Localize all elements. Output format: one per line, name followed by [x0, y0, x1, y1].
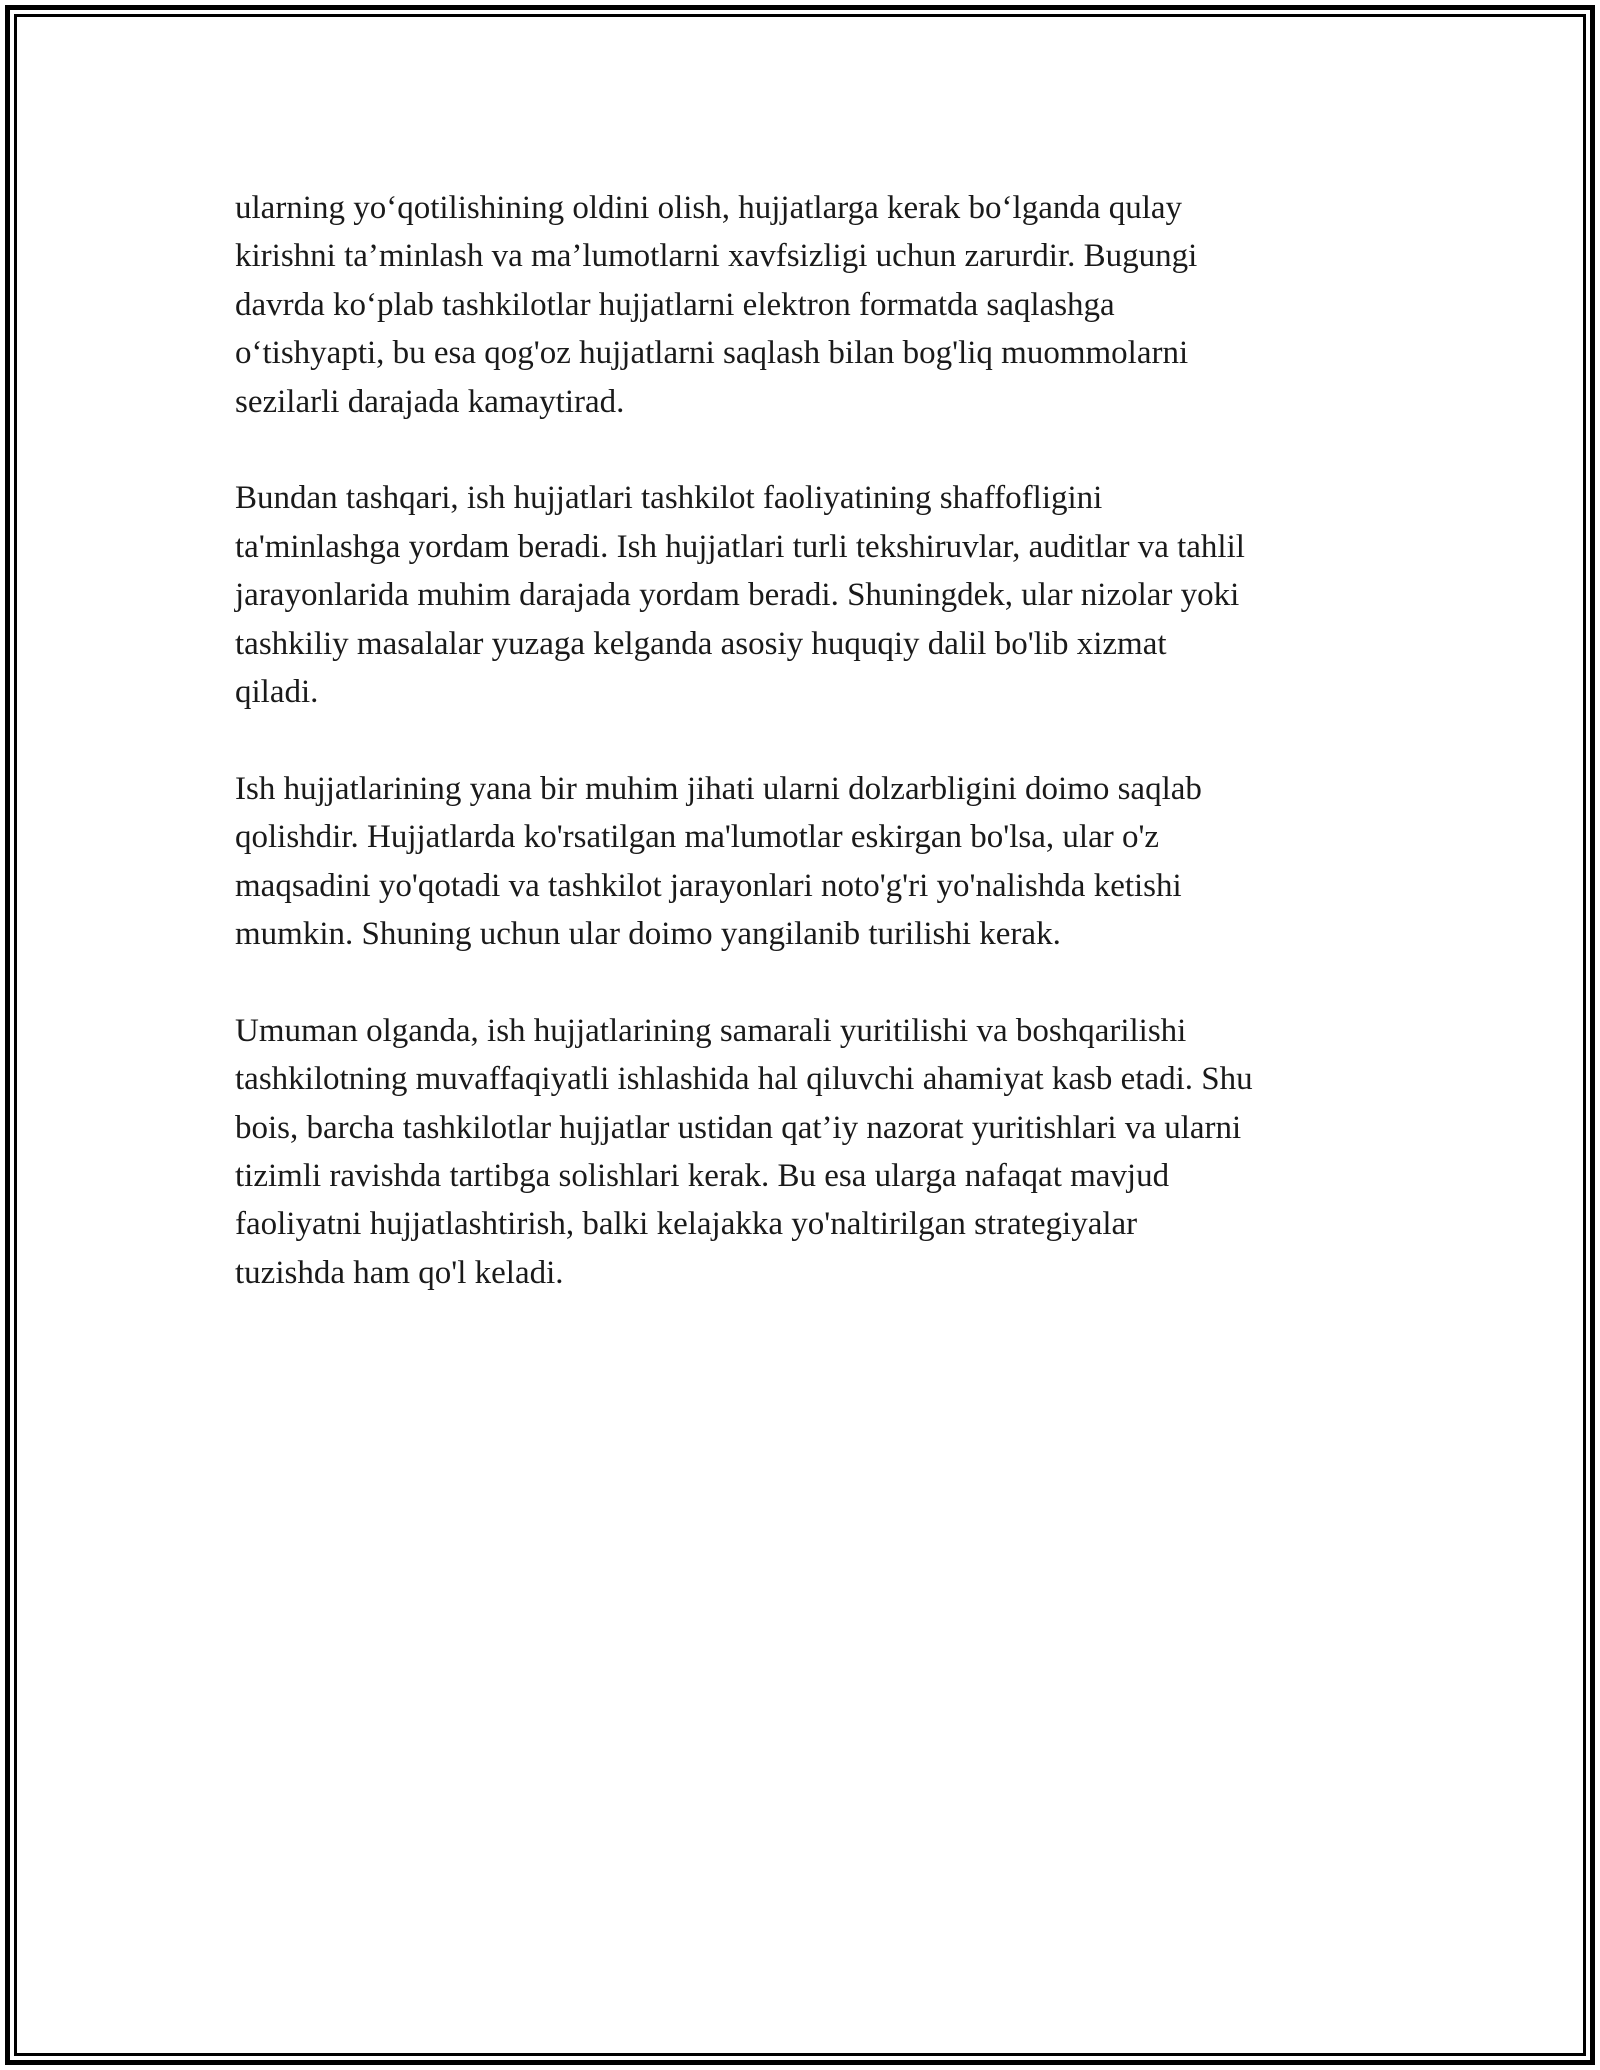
text-line: bois, barcha tashkilotlar hujjatlar ustidan qat’iy nazorat yuritishlari va ularni	[235, 1109, 1242, 1146]
text-line: Ish hujjatlarining yana bir muhim jihati ularni dolzarbligini doimo saqlab	[235, 770, 1202, 807]
paragraph-2	[235, 474, 1375, 716]
text-line: maqsadini yo'qotadi va tashkilot jarayonlari noto'g'ri yo'nalishda ketishi	[235, 867, 1182, 904]
paragraph-1	[235, 184, 1375, 426]
text-line: Umuman olganda, ish hujjatlarining samarali yuritilishi va boshqarilishi	[235, 1012, 1187, 1049]
paragraph-3	[235, 765, 1375, 959]
text-line: tuzishda ham qo'l keladi.	[235, 1254, 564, 1291]
document-body	[235, 184, 1375, 1346]
text-line: qiladi.	[235, 674, 319, 711]
text-line: kirishni ta’minlash va ma’lumotlarni xavfsizligi uchun zarurdir. Bugungi	[235, 238, 1198, 275]
text-line: o‘tishyapti, bu esa qog'oz hujjatlarni saqlash bilan bog'liq muommolarni	[235, 335, 1189, 372]
text-line: mumkin. Shuning uchun ular doimo yangilanib turilishi kerak.	[235, 916, 1061, 953]
text-line: ta'minlashga yordam beradi. Ish hujjatlari turli tekshiruvlar, auditlar va tahlil	[235, 528, 1245, 565]
text-line: ularning yo‘qotilishining oldini olish, hujjatlarga kerak bo‘lganda qulay	[235, 190, 1183, 226]
text-line: jarayonlarida muhim darajada yordam beradi. Shuningdek, ular nizolar yoki	[235, 577, 1240, 614]
text-line: tizimli ravishda tartibga solishlari kerak. Bu esa ularga nafaqat mavjud	[235, 1158, 1170, 1195]
text-line: faoliyatni hujjatlashtirish, balki kelajakka yo'naltirilgan strategiyalar	[235, 1206, 1138, 1243]
text-line: sezilarli darajada kamaytirad.	[235, 383, 625, 420]
text-line: Bundan tashqari, ish hujjatlari tashkilot faoliyatining shaffofligini	[235, 480, 1103, 517]
text-line: tashkilotning muvaffaqiyatli ishlashida hal qiluvchi ahamiyat kasb etadi. Shu	[235, 1061, 1253, 1098]
paragraph-4	[235, 1007, 1375, 1297]
text-line: davrda ko‘plab tashkilotlar hujjatlarni elektron formatda saqlashga	[235, 286, 1115, 323]
text-line: qolishdir. Hujjatlarda ko'rsatilgan ma'lumotlar eskirgan bo'lsa, ular o'z	[235, 819, 1160, 856]
text-line: tashkiliy masalalar yuzaga kelganda asosiy huquqiy dalil bo'lib xizmat	[235, 625, 1167, 662]
